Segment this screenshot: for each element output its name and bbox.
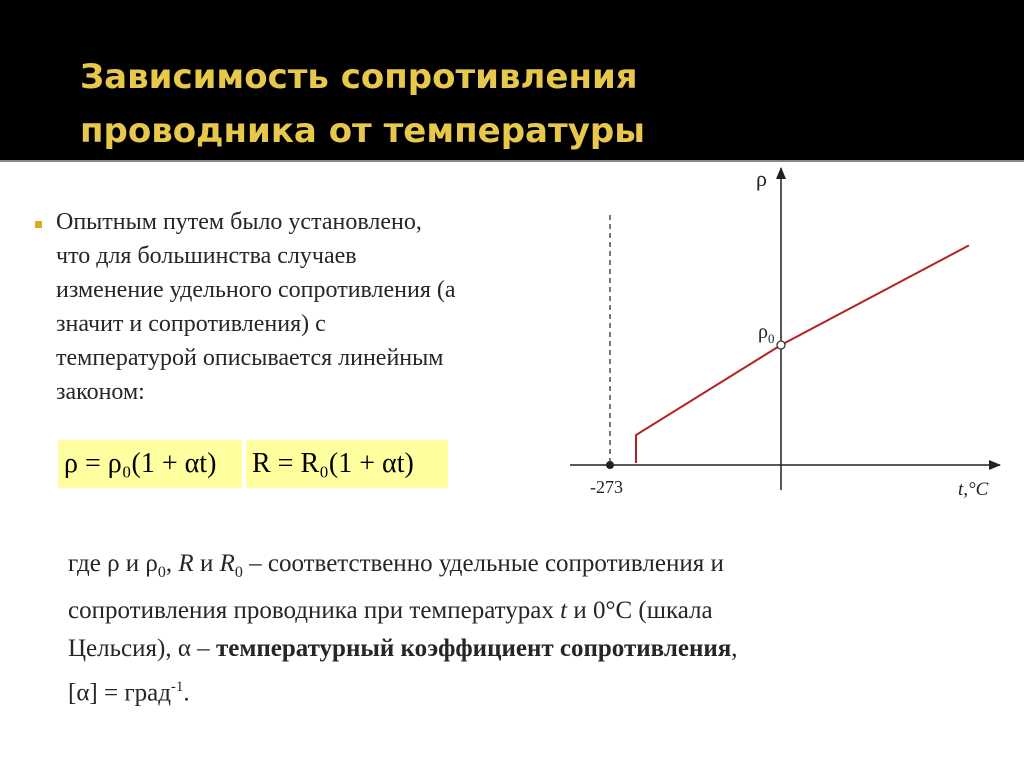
formula-resistance: R = R₀(1 + αt) — [246, 440, 448, 488]
resistivity-chart — [560, 160, 1010, 510]
y-axis-label: ρ — [756, 166, 767, 191]
rho0-point — [777, 341, 785, 349]
body-line: законом: — [56, 379, 145, 405]
title-line-1: Зависимость сопротивления — [80, 57, 638, 97]
caption — [68, 545, 968, 712]
formula-resistivity: ρ = ρ₀(1 + αt) — [58, 440, 242, 488]
body-line: значит и сопротивления) с — [56, 311, 326, 337]
x-tick-dot — [606, 461, 614, 469]
body-line: Опытным путем было установлено, — [56, 209, 422, 235]
bullet-icon — [35, 221, 42, 228]
x-tick-label: -273 — [590, 477, 623, 497]
title-line-2: проводника от температуры — [80, 111, 645, 151]
coefficient-term: температурный коэффициент сопротивления — [215, 635, 732, 662]
caption-line-4: [α] = град$^{-1}$. — [68, 679, 190, 707]
caption-line-1: где ρ и $\rho_0$, R и $R_0$ – соответственно удельные сопротивления и — [68, 550, 724, 581]
title-bar — [0, 0, 1024, 162]
body-text — [56, 205, 596, 409]
rho0-label: $\rho_0$ — [758, 321, 775, 346]
body-line: температурой описывается линейным — [56, 345, 444, 371]
caption-line-2: сопротивления проводника при температурах t и 0°С (шкала — [68, 597, 713, 624]
body-line: что для большинства случаев — [56, 243, 357, 269]
series-line — [636, 245, 969, 463]
body-line: изменение удельного сопротивления (а — [56, 277, 456, 303]
slide-title — [80, 50, 780, 158]
caption-line-3: Цельсия), α – температурный коэффициент сопротивления, — [68, 635, 738, 662]
x-axis-label: t,°C — [958, 479, 989, 500]
